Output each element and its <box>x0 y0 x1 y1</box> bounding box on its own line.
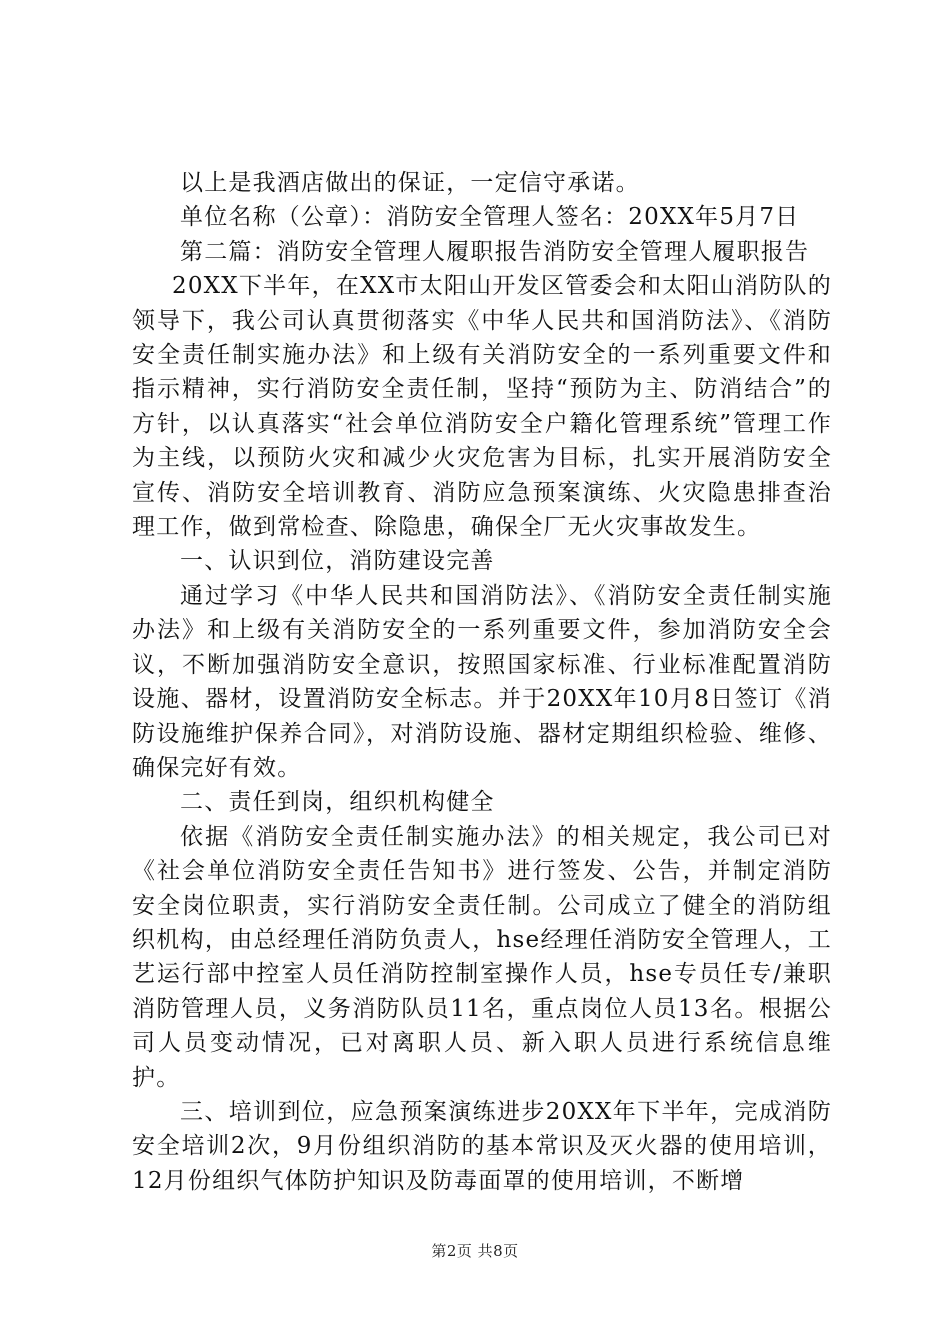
paragraph-section-1: 通过学习《中华人民共和国消防法》、《消防安全责任制实施办法》和上级有关消防安全的一系列重要文件，参加消防安全会议，不断加强消防安全意识，按照国家标准、行业标准配置消防设施、器材，设置消防安全标志。并于20XX年10月8日签订《消防设施维护保养合同》，对消防设施、器材定期组织检验、维修、确保完好有效。 <box>132 582 832 781</box>
paragraph-report-intro: 20XX下半年，在XX市太阳山开发区管委会和太阳山消防队的领导下，我公司认真贯彻落实《中华人民共和国消防法》、《消防安全责任制实施办法》和上级有关消防安全的一系列重要文件和指示精神，实行消防安全责任制，坚持“预防为主、防消结合”的方针，以认真落实“社会单位消防安全户籍化管理系统”管理工作为主线，以预防火灾和减少火灾危害为目标，扎实开展消防安全宣传、消防安全培训教育、消防应急预案演练、火灾隐患排查治理工作，做到常检查、除隐患，确保全厂无火灾事故发生。 <box>132 273 832 541</box>
paragraph-signature-line: 单位名称（公章）：消防安全管理人签名：20XX年5月7日 <box>180 204 800 231</box>
paragraph-section-2: 依据《消防安全责任制实施办法》的相关规定，我公司已对《社会单位消防安全责任告知书》进行签发、公告，并制定消防安全岗位职责，实行消防安全责任制。公司成立了健全的消防组织机构，由总经理任消防负责人，hse经理任消防安全管理人，工艺运行部中控室人员任消防控制室操作人员，hse专员任专/兼职消防管理人员，义务消防队员11名，重点岗位人员13名。根据公司人员变动情况，已对离职人员、新入职人员进行系统信息维护。 <box>132 823 832 1091</box>
paragraph-section-3: 三、培训到位，应急预案演练进步20XX年下半年，完成消防安全培训2次，9月份组织消防的基本常识及灭火器的使用培训，12月份组织气体防护知识及防毒面罩的使用培训，不断增 <box>132 1098 832 1194</box>
page-number-footer: 第2页 共8页 <box>431 1242 519 1260</box>
paragraph-section-title: 第二篇：消防安全管理人履职报告消防安全管理人履职报告 <box>180 238 810 265</box>
heading-section-2: 二、责任到岗，组织机构健全 <box>180 789 495 816</box>
document-body <box>132 166 832 1198</box>
paragraph-promise: 以上是我酒店做出的保证，一定信守承诺。 <box>180 170 640 196</box>
heading-section-1: 一、认识到位，消防建设完善 <box>180 548 495 575</box>
